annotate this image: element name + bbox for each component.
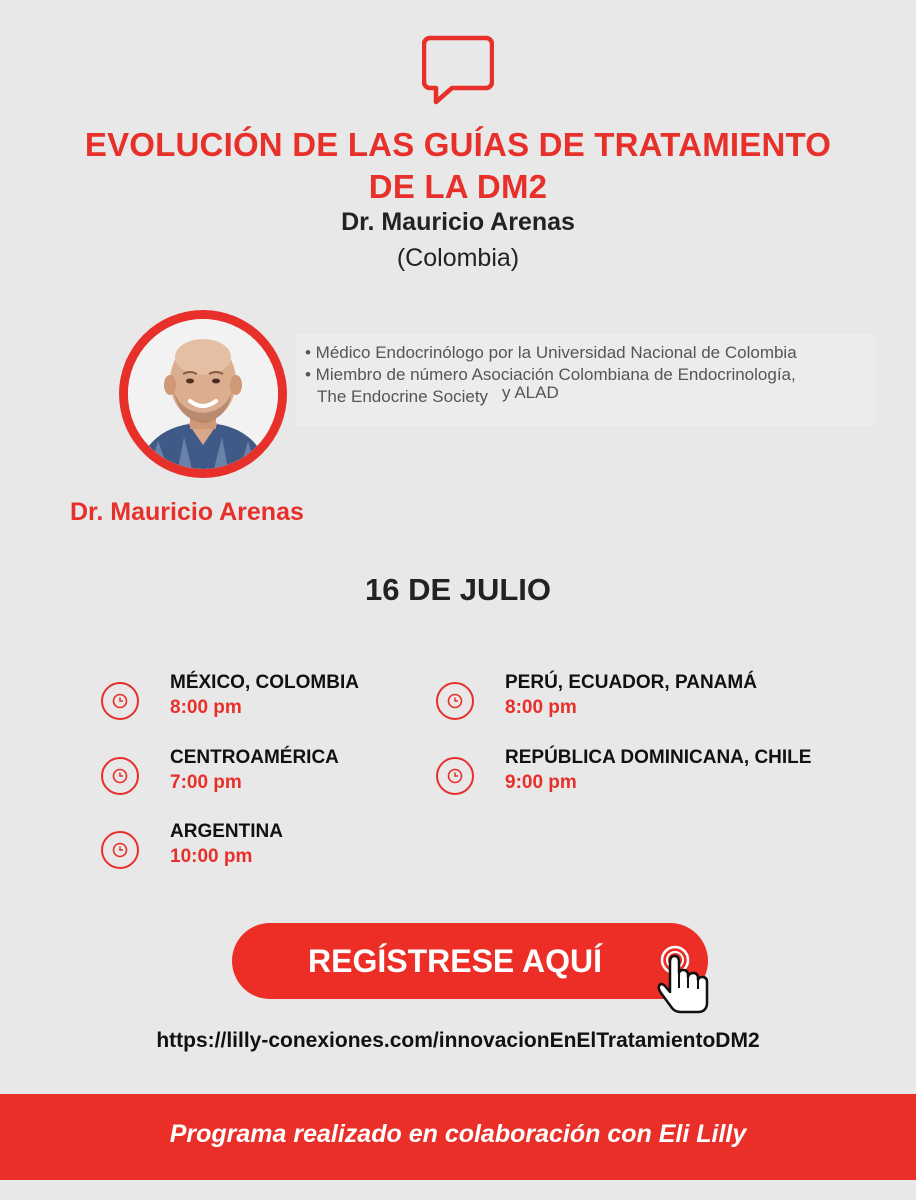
- clock-icon: [100, 830, 140, 870]
- bio-line: • Médico Endocrinólogo por la Universidad Nacional de Colombia: [305, 343, 797, 362]
- register-button[interactable]: REGÍSTRESE AQUÍ: [232, 923, 708, 999]
- clock-icon: [100, 756, 140, 796]
- schedule-time: 8:00 pm: [505, 697, 577, 718]
- speaker-photo-frame: [119, 310, 287, 478]
- schedule-region: MÉXICO, COLOMBIA: [170, 672, 359, 693]
- schedule-region: REPÚBLICA DOMINICANA, CHILE: [505, 747, 812, 768]
- event-title-line1: EVOLUCIÓN DE LAS GUÍAS DE TRATAMIENTO: [84, 126, 832, 163]
- schedule-time: 9:00 pm: [505, 772, 577, 793]
- event-title-line2: DE LA DM2: [368, 168, 548, 205]
- speaker-name: Dr. Mauricio Arenas: [341, 208, 575, 236]
- clock-icon: [435, 681, 475, 721]
- event-date: 16 DE JULIO: [364, 572, 552, 607]
- schedule-region: PERÚ, ECUADOR, PANAMÁ: [505, 672, 757, 693]
- schedule-region: CENTROAMÉRICA: [170, 747, 339, 768]
- clock-icon: [435, 756, 475, 796]
- event-title: [0, 124, 916, 208]
- schedule-time: 8:00 pm: [170, 697, 242, 718]
- chat-bubble-icon: [422, 34, 494, 106]
- speaker-photo: [128, 319, 278, 469]
- bio-line: • Miembro de número Asociación Colombiana de Endocrinología,: [305, 365, 796, 384]
- registration-url[interactable]: https://lilly-conexiones.com/innovacionEnElTratamientoDM2: [156, 1029, 760, 1052]
- schedule-time: 7:00 pm: [170, 772, 242, 793]
- bio-affiliation-tail: y ALAD: [502, 383, 559, 402]
- speaker-bio: [305, 342, 885, 408]
- bio-affiliation: The Endocrine Society: [317, 387, 489, 406]
- schedule-region: ARGENTINA: [170, 821, 283, 842]
- speaker-photo-caption: Dr. Mauricio Arenas: [70, 498, 304, 526]
- footer-text: Programa realizado en colaboración con Eli Lilly: [169, 1120, 747, 1148]
- bottom-strip: [0, 1180, 916, 1200]
- pointing-hand-icon[interactable]: [656, 944, 716, 1014]
- bio-line: [305, 383, 885, 408]
- speaker-country: (Colombia): [396, 244, 520, 272]
- schedule-time: 10:00 pm: [170, 846, 253, 867]
- clock-icon: [100, 681, 140, 721]
